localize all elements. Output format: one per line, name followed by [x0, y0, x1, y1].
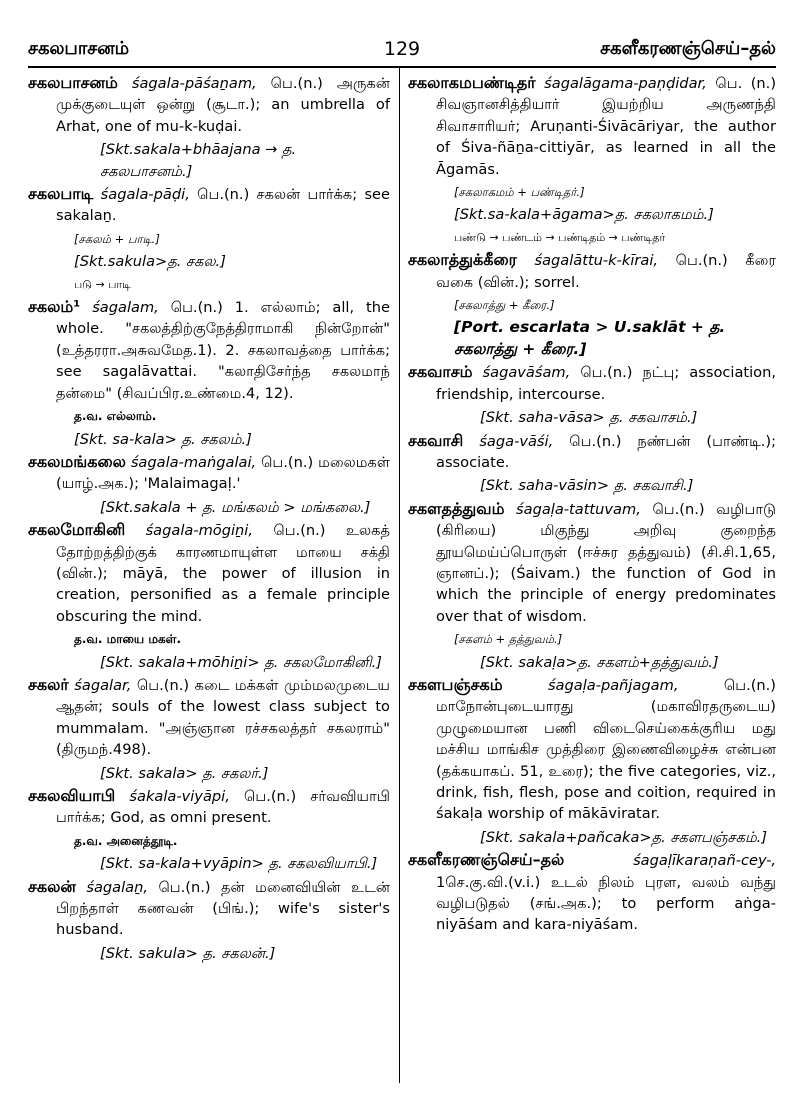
definition: பெ.(n.) உலகத் தோற்றத்திற்குக் காரணமாயுள்ள மாயை சக்தி (வின்.); māyā, the power of illusion in creation, personified as a female principle obscuring the mind.: [56, 522, 391, 625]
etymology-note: [Skt. sakula> த. சகலன்.]: [100, 944, 276, 962]
definition: பெ.(n.) மாநோன்புடையாரது (மகாவிரதருடைய) முழுமையான பணி விடைசெய்கைக்குரிய மது மச்சிய மாங்கிச முத்திரை இணைவிழைச்சு என்பன (தக்கயாகப். 51, உரை); the five categories, viz., drink, fish, flesh, pose and coition, required in śakaḷa worship of mākāviratar.: [436, 676, 776, 823]
headword: சகலர்: [28, 674, 69, 694]
transliteration: śakala-viyāpi,: [129, 788, 230, 805]
header-rule: [28, 66, 776, 68]
headword: சகலம்¹: [28, 297, 81, 317]
definition: பெ.(n.) 1. எல்லாம்; all, the whole. "சகலத்திற்குநேத்திராமாகி நின்றோன்" (உத்தரரா.அசுவமேத.1). 2. சகலாவத்தை பார்க்க; see sagalāvattai. "கலாதிசேர்ந்த சகலமாந் தன்மை" (சிவப்பிர.உண்மை.4, 12).: [56, 299, 390, 402]
dictionary-entry: [28, 72, 390, 137]
dictionary-entry: [408, 430, 776, 474]
page-header: [28, 38, 776, 64]
headword: சகலன்: [28, 876, 76, 896]
headword: சகவாசி: [408, 430, 464, 450]
etymology-note: [Skt. sa-kala> த. சகலம்.]: [74, 430, 252, 448]
definition: பெ.(n.) சர்வவியாபி பார்க்க; God, as omni present.: [56, 788, 391, 827]
headword: சகலாத்துக்கீரை: [408, 250, 517, 270]
headword: சகளதத்துவம்: [408, 498, 505, 518]
dictionary-entry: [408, 674, 776, 825]
headword: சகலாகமபண்டிதர்: [408, 73, 536, 92]
etymology-note: [Skt. sakala> த. சகலர்.]: [100, 764, 269, 782]
etymology-note: படு → பாடி: [74, 277, 131, 291]
etymology-note: [Port. escarlata > U.saklāt + த. சகலாத்து + கீரை.]: [454, 318, 726, 358]
column-divider: [399, 68, 400, 1083]
definition: பெ.(n.) சகலன் பார்க்க; see sakalaṉ.: [56, 186, 391, 225]
transliteration: śagalāgama-paṇḍidar,: [544, 75, 707, 92]
headword: சகலமங்கலை: [28, 451, 126, 471]
dictionary-entry: [408, 498, 776, 627]
transliteration: śagaḷa-tattuvam,: [516, 500, 641, 518]
etymology-note: [Skt. saha-vāsin> த. சகவாசி.]: [480, 477, 694, 495]
headword: சகளீகரணஞ்செய்–தல்: [408, 850, 565, 870]
etymology-note: த.வ. அனைத்தூடி.: [74, 833, 178, 848]
etymology-note: [Skt. sakala+mōhiṉi> த. சகலமோகினி.]: [100, 653, 382, 671]
headword: சகலமோகினி: [28, 520, 126, 540]
definition: பெ.(n.) கீரை வகை (வின்.); sorrel.: [436, 252, 776, 291]
transliteration: śagala-mōgiṉi,: [145, 522, 253, 540]
definition: பெ.(n.) அருகன் முக்குடையுள் ஒன்று (சூடா.); an umbrella of Arhat, one of mu-k-kuḍai.: [56, 75, 390, 135]
dictionary-entry: [28, 183, 390, 227]
transliteration: śagalaṉ,: [86, 878, 148, 896]
headword: சகவாசம்: [408, 362, 473, 382]
transliteration: śagaḷa-pañjagam,: [547, 676, 679, 694]
right-column: [408, 72, 776, 938]
etymology-note: த.வ. எல்லாம்.: [74, 409, 157, 424]
etymology-note: [Skt. sakaḷa>த. சகளம்+தத்துவம்.]: [480, 653, 719, 671]
left-column: [28, 72, 390, 965]
headword: சகலபாசனம்: [28, 73, 118, 92]
transliteration: śagala-maṅgalai,: [130, 453, 257, 471]
transliteration: śagalam,: [92, 299, 159, 317]
dictionary-entry: [28, 876, 390, 941]
definition: பெ.(n.) வழிபாடு (கிரியை) மிகுந்து அறிவு குறைந்த தூயமெய்ப்பொருள் (ஈச்சுர தத்துவம்) (சி.சி.1,65, ஞானப்.); (Śaivam.) the function of God in which the principle of energy predominates over that of wisdom.: [436, 500, 777, 625]
dictionary-entry: [28, 296, 390, 404]
header-left-guide-word: சகலபாசனம்: [28, 38, 130, 59]
definition: பெ.(n.) மலைமகள் (யாழ்.அக.); 'Malaimagaḷ.': [56, 453, 391, 493]
etymology-note: [சகலம் + பாடி.]: [74, 231, 160, 246]
etymology-note: [Skt. sakala+pañcaka>த. சகளபஞ்சகம்.]: [480, 828, 768, 846]
transliteration: śagavāśam,: [482, 364, 571, 382]
etymology-note: த.வ. மாயை மகள்.: [74, 632, 182, 647]
dictionary-entry: [28, 519, 390, 627]
dictionary-entry: [408, 72, 776, 180]
transliteration: śagaḷīkaraṇañ-cey-,: [633, 852, 776, 870]
etymology-note: [Skt. sa-kala+vyāpin> த. சகலவியாபி.]: [100, 855, 378, 873]
page-number: 129: [383, 38, 421, 60]
dictionary-entry: [28, 451, 390, 495]
transliteration: śagala-pāḍi,: [100, 186, 190, 204]
dictionary-entry: [28, 674, 390, 761]
headword: சகளபஞ்சகம்: [408, 674, 503, 694]
etymology-note: பண்டு → பண்டம் → பண்டிதம் → பண்டிதர்: [454, 230, 666, 244]
definition: பெ.(n.) தன் மனைவியின் உடன் பிறந்தாள் கணவன் (பிங்.); wife's sister's husband.: [56, 878, 391, 939]
transliteration: śagalar,: [74, 676, 132, 694]
definition: பெ. (n.) சிவஞானசித்தியார் இயற்றிய அருணந்தி சிவாசாரியர்; Aruṇanti-Śivācāriyar, the author of Śiva-ñāṉa-cittiyār, as learned in all the Āgamās.: [436, 75, 777, 178]
definition: 1செ.கு.வி.(v.i.) உடல் நிலம் புரள, வலம் வந்து வழிபடுதல் (சங்.அக.); to perform aṅga-niyāśam and kara-niyāśam.: [436, 873, 776, 934]
etymology-note: [சகலாகமம் + பண்டிதர்.]: [454, 185, 585, 200]
etymology-note: [Skt.sakala+bhāajana → த. சகலபாசனம்.]: [100, 141, 297, 180]
definition: பெ.(n.) நண்பன் (பாண்டி.); associate.: [436, 432, 777, 471]
etymology-note: [Skt. saha-vāsa> த. சகவாசம்.]: [480, 409, 698, 427]
definition: பெ.(n.) கடை மக்கள் மும்மலமுடைய ஆதன்; souls of the lowest class subject to mummalam. "அஞ்ஞான ரச்சகலத்தர் சகலராம்" (திருமந்.498).: [56, 676, 391, 759]
definition: பெ.(n.) நட்பு; association, friendship, intercourse.: [436, 364, 776, 403]
etymology-note: [Skt.sa-kala+āgama>த. சகலாகமம்.]: [454, 206, 714, 224]
dictionary-entry: [408, 249, 776, 293]
transliteration: śagala-pāśaṉam,: [131, 75, 257, 92]
etymology-note: [Skt.sakala + த. மங்கலம் > மங்கலை.]: [100, 498, 371, 516]
transliteration: śaga-vāśi,: [479, 432, 554, 450]
etymology-note: [சகலாத்து + கீரை.]: [454, 298, 555, 313]
etymology-note: [சகளம் + தத்துவம்.]: [454, 632, 563, 647]
headword: சகலவியாபி: [28, 786, 116, 805]
dictionary-entry: [408, 361, 776, 405]
dictionary-entry: [28, 785, 390, 829]
header-right-guide-word: சகளீகரணஞ்செய்–தல்: [600, 38, 776, 59]
dictionary-entry: [408, 849, 776, 936]
headword: சகலபாடி: [28, 184, 94, 204]
etymology-note: [Skt.sakula>த. சகல.]: [74, 253, 226, 271]
transliteration: śagalāttu-k-kīrai,: [534, 252, 659, 270]
